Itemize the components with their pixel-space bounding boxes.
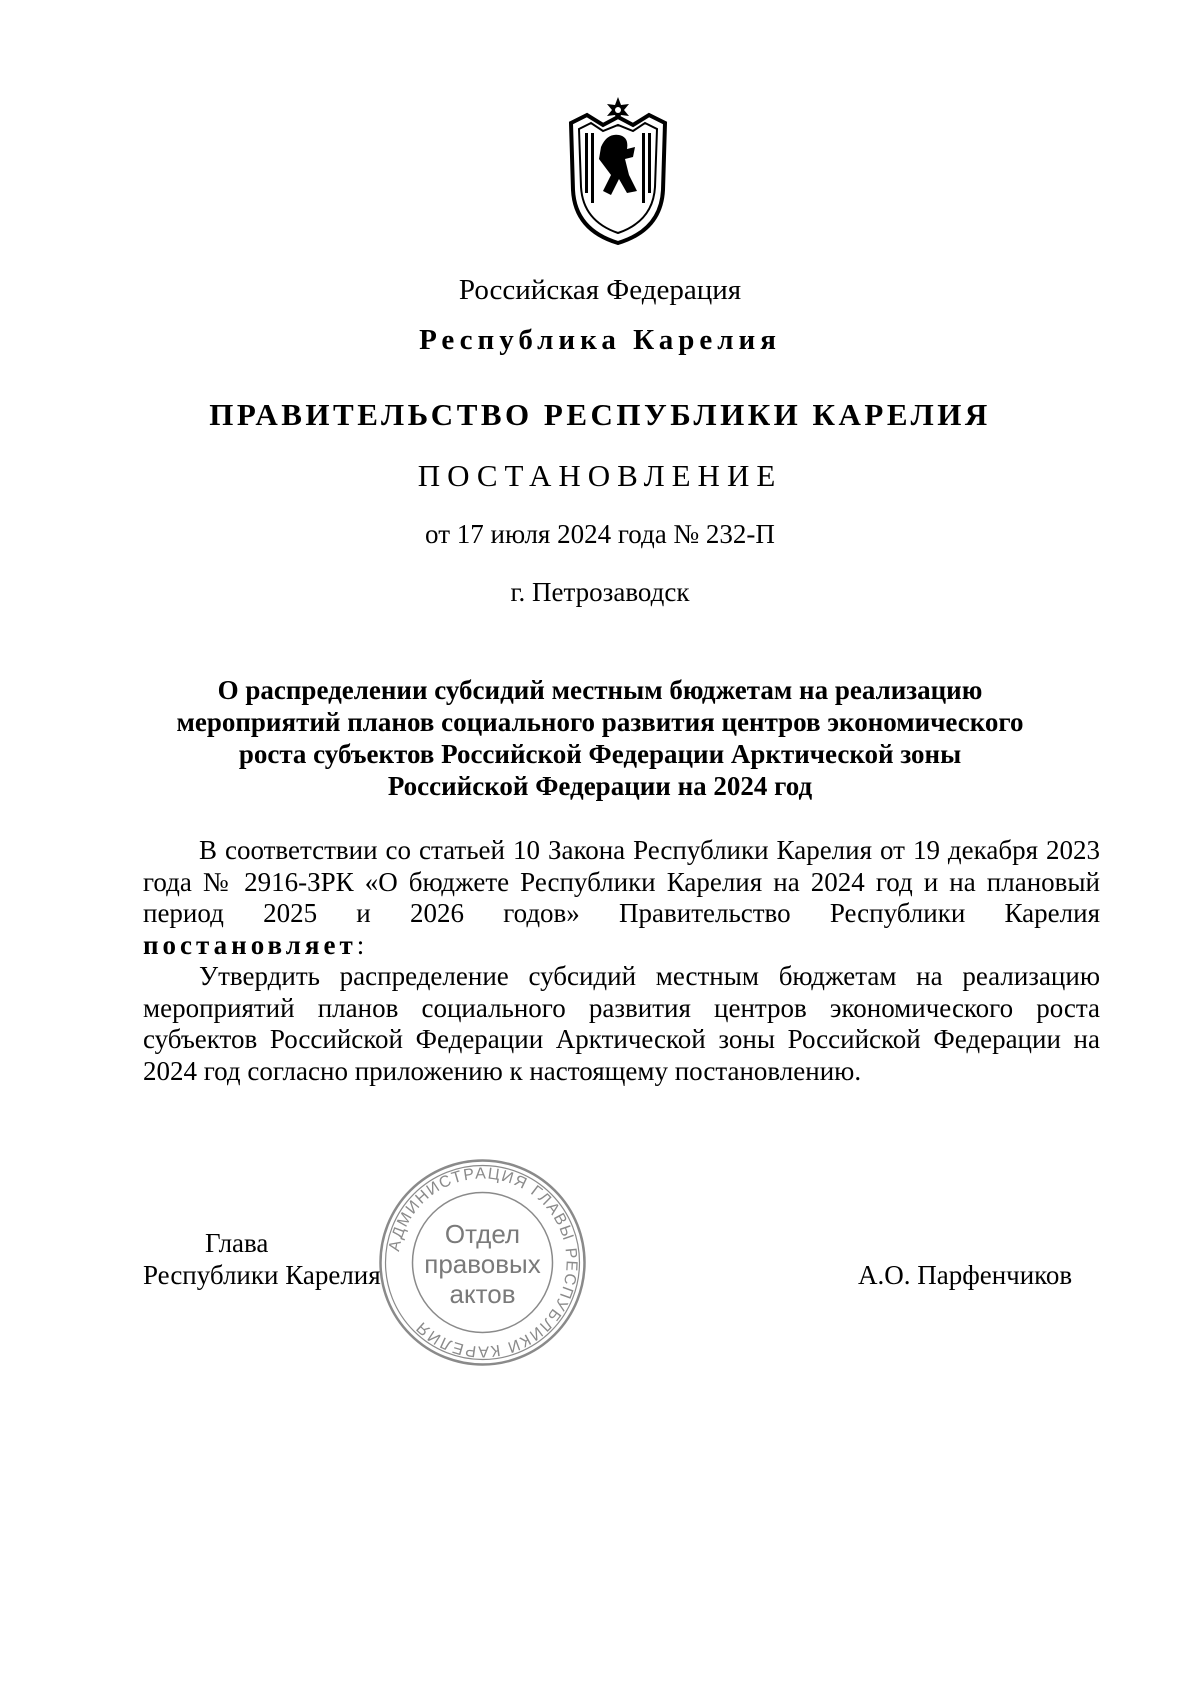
city: г. Петрозаводск [510,577,690,607]
date-number: от 17 июля 2024 года № 232-П [425,519,775,549]
signer-title: Глава [205,1228,269,1258]
resolve-verb: постановляет [143,929,357,960]
title-line: О распределении субсидий местным бюджетам на реализацию [217,675,983,705]
stamp-line: правовых [424,1249,541,1279]
document-body [143,835,1100,1087]
stamp-line: Отдел [444,1219,521,1249]
stamp-line: актов [449,1279,516,1309]
title-line: мероприятий планов социального развития центров экономического [176,707,1024,737]
government-name: ПРАВИТЕЛЬСТВО РЕСПУБЛИКИ КАРЕЛИЯ [209,397,991,432]
document-title [150,674,1050,802]
federation-name: Российская Федерация [458,274,742,306]
document-type: ПОСТАНОВЛЕНИЕ [417,458,783,493]
stamp-ring-text: АДМИНИСТРАЦИЯ ГЛАВЫ РЕСПУБЛИКИ КАРЕЛИЯ [386,1165,580,1360]
verb-colon: : [356,929,365,960]
title-line: Российской Федерации на 2024 год [387,771,813,801]
preamble-text: В соответствии со статьей 10 Закона Республики Карелия от 19 декабря 2023 года № 2916-ЗРК «О бюджете Республики Карелия на 2024 год и на плановый период 2025 и 2026 годов» Правительство Республики Карелия [143,835,1100,928]
preamble-paragraph [143,835,1100,961]
official-stamp [375,1155,590,1370]
signer-name: А.О. Парфенчиков [858,1260,1073,1290]
signer-organization: Республики Карелия [143,1260,381,1290]
resolution-paragraph: Утвердить распределение субсидий местным бюджетам на реализацию мероприятий планов социального развития центров экономического роста субъектов Российской Федерации Арктической зоны Российской Федерации на 2024 год согласно приложению к настоящему постановлению. [143,961,1100,1086]
title-line: роста субъектов Российской Федерации Арктической зоны [238,739,962,769]
republic-name: Республика Карелия [419,324,781,356]
karelia-coat-of-arms-icon [563,95,673,245]
